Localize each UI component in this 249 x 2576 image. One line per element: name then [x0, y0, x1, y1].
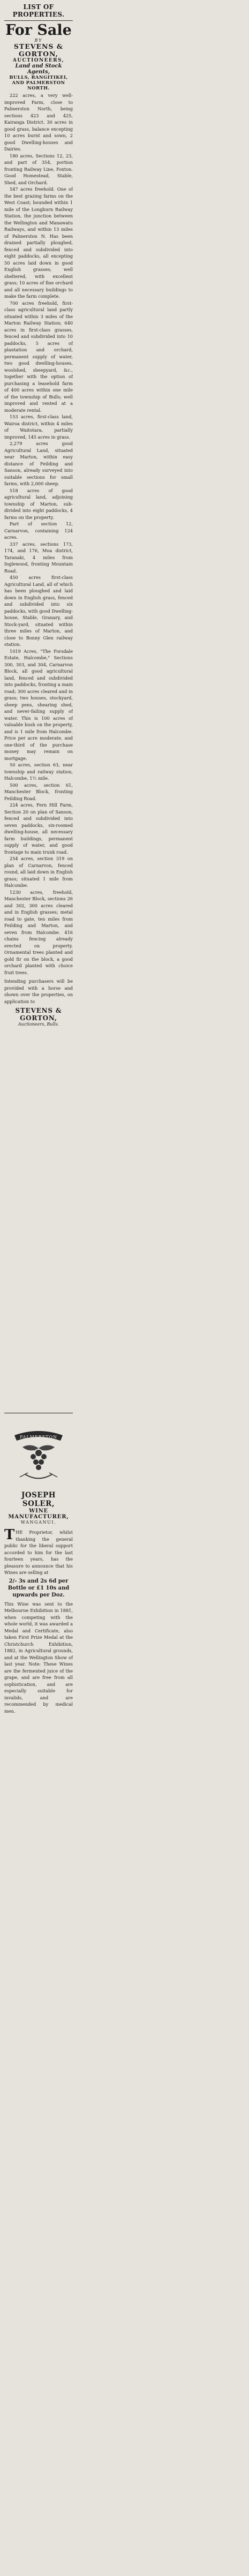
- listing: 222 acres, a very well-improved Farm, close to Palmerston North, being sections 423 and 425, Kairanga District. 30 acres in good grass, balance excepting 10 acres burnt and sown, 2 good Dwelling-houses and Dairies.: [4, 93, 73, 152]
- agent-name: STEVENS & GORTON,: [13, 42, 64, 58]
- signature-sub: Auctioneers, Bulls.: [18, 1022, 59, 1027]
- agent-locations: BULLS, RANGITIKEI, AND PALMERSTON NORTH.: [9, 75, 68, 91]
- listing: Part of section 12, Carnarvon, containing 124 acres.: [4, 521, 73, 540]
- property-list-ad: [4, 0, 73, 1417]
- signature: STEVENS & GORTON,: [15, 1007, 62, 1022]
- wine-ad: [4, 1418, 73, 2570]
- listing: 254 acres, section 319 on plan of Carnarvon, fenced round, all laid down in English grass; situated 1 mile from Halcombe.: [4, 856, 73, 888]
- crest-banner-text: PALMERSTON: [19, 1435, 58, 1440]
- listing: 180 acres, Sections 12, 23, and part of 354, portion fronting Railway Line, Foxton. Good Homestead, Stable, Shed, and Orchard.: [4, 153, 73, 185]
- wine-ad-body: THE Proprietor, whilst thanking the general public for the liberal support accorded to him for the last fourteen years, has the pleasure to announce that his Wines are selling at: [4, 1527, 73, 1575]
- wine-ad-body-2: This Wine was sent to the Melbourne Exhibition in 1881, when competing with the whole world, it was awarded a Medal and Certificate, also taken First Prize Medal at the Christchurch Exhibition, 1882, in Agricultural grounds, and at the Wellington Show of last year. Note: These Wines are the fermented juice of the grape, and are free from all sophistication, and are especially suitable for invalids, and are recommended by medical men.: [4, 1601, 73, 1714]
- listing: 1230 acres, freehold, Manchester Block, sections 26 and 302, 300 acres cleared and in English grasses; metal road to gate, ten miles from Feilding and Marton, and seven from Halcombe. 416 chains fencing already erected on property. Ornamental trees planted and gold fir on the block, a good orchard planted with choice fruit trees.: [4, 889, 73, 975]
- listing: 2,279 acres good Agricultural Land, situated near Marton, within easy distance of Feilding and Sanson, already surveyed into suitable sections for small farms, with 2,000 sheep.: [4, 441, 73, 486]
- listing: 547 acres freehold. One of the best grazing farms on the West Coast; bounded within 1 mile of the Longburn Railway Station, the junction between the Wellington and Manawatu Railways, and within 13 miles of Palmerston N. Has been drained partially ploughed, fenced and subdivided into eight paddocks, all excepting 50 acres laid down in good English grasses; well sheltered, with excellent grass; 10 acres of fine orchard and all necessary buildings to make the farm complete.: [4, 186, 73, 299]
- ad-header: LIST OF PROPERTIES.: [12, 3, 65, 18]
- wine-maker-trade: WINE MANUFACTURER,: [8, 1508, 69, 1520]
- listing: 1019 Acres, "The Forsdale Estate, Halcombe," Sections 300, 303, and 304, Carnarvon Block, all good agricultural land, fenced and subdivided into paddocks, fronting a main road; 300 acres cleared and in grass; two houses, stockyard, sheep pens, shearing shed, and never-failing supply of water. This is 100 acres of valuable bush on the property, and is 1 mile from Halcombe. Price per acre moderate, and one-third of the purchase money may remain on mortgage.: [4, 648, 73, 761]
- divider: [4, 20, 73, 21]
- listing: 337 acres, sections 173, 174, and 176, Moa district, Taranaki, 4 miles from Inglewood, fronting Mountain Road.: [4, 541, 73, 574]
- listing: 153 acres, first-class land, Wairoa district, within 4 miles of Waitotara, partially improved, 145 acres in grass.: [4, 414, 73, 440]
- wine-maker-name: JOSEPH SOLER,: [21, 1491, 56, 1508]
- listing: 518 acres of good agricultural land, adjoining township of Marton, sub-divided into eight paddocks, 4 farms on the property.: [4, 487, 73, 520]
- listing: 224 acres, Fern Hill Farm, Section 20 on plan of Sanson, fenced and subdivided into seven paddocks, six-roomed dwelling-house, all necessary farm buildings, permanent supply of water, and good frontage to main trunk road.: [4, 802, 73, 855]
- listing: 450 acres first-class Agricultural Land, all of which has been ploughed and laid down in English grass, fenced and subdivided into six paddocks, with good Dwelling-house, Stable, Granary, and Stock-yard, situated within three miles of Marton, and close to Bonny Glen railway station.: [4, 575, 73, 647]
- ad-footer: Intending purchasers will be provided with a horse and shown over the properties, on application to: [4, 978, 73, 1004]
- agent-specialty: Land and Stock Agents,: [15, 63, 62, 75]
- vine-crest-icon: [9, 1423, 68, 1488]
- wine-maker-place: WANGANUI.: [20, 1520, 57, 1525]
- listing: 50 acres, section 63, near township and railway station, Halcombe, 1½ mile.: [4, 762, 73, 781]
- wine-price: 2/- 3s and 2s 6d per Bottle or £1 10s and upwards per Doz.: [7, 1578, 70, 1598]
- listing: 700 acres freehold, first-class agricultural land partly situated within 3 miles of the Marton Railway Station; 640 acres in first-class grasses, fenced and subdivided into 10 paddocks, 5 acres of plantation and orchard, permanent supply of water, two good dwelling-houses, woolshed, sheepyard, &c., together with the option of purchasing a leasehold farm of 400 acres within one mile of the township of Bulls; well improved and rented at a moderate rental.: [4, 300, 73, 413]
- by-line: BY: [34, 38, 43, 43]
- ad-title: For Sale: [5, 22, 72, 39]
- agent-role: AUCTIONEERS,: [12, 58, 65, 63]
- listing: 500 acres, section 61, Manchester Block, fronting Feilding Road.: [4, 782, 73, 801]
